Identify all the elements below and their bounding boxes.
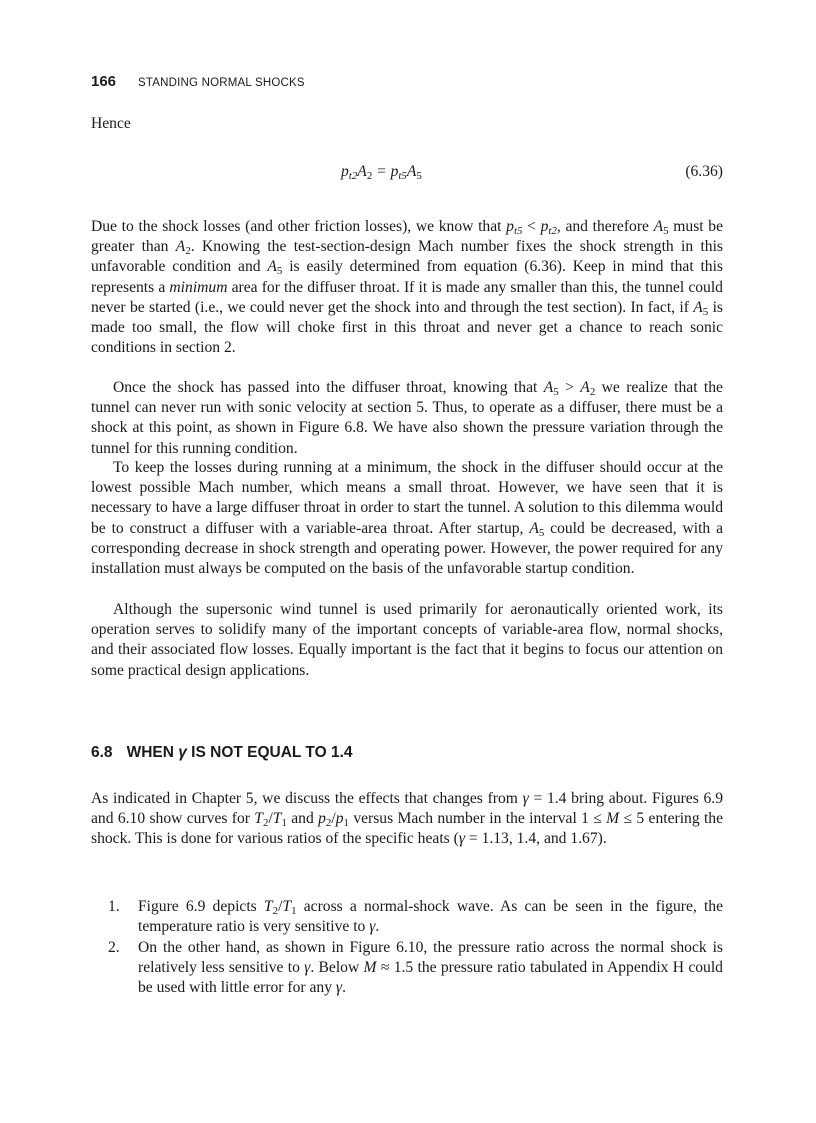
list-text: On the other hand, as shown in Figure 6.10, the pressure ratio across the normal shock is relatively less sensitive to γ. Below M ≈ 1.5 the pressure ratio tabulated in Appendix H could be used with little error for any γ.: [138, 939, 723, 997]
paragraph-1: Due to the shock losses (and other friction losses), we know that $p_{t5} < p_{t2}$, and therefore $A_5$ must be greater than $A_2$. Knowing the test-section-design Mach number fixes the shock strength in this unfavorable condition and $A_5$ is easily determined from equation (6.36). Keep in mind that this represents a minimum area for the diffuser throat. If it is made any smaller than this, the tunnel could never be started (i.e., we could never get the shock into and through the test section). In fact, if $A_5$ is made too small, the flow will choke first in this throat and never get a chance to reach sonic conditions in section 2.: [91, 218, 724, 357]
running-head: [91, 73, 305, 91]
section-number: 6.8: [91, 744, 113, 761]
equation-number: (6.36): [685, 163, 723, 180]
list-item: [108, 897, 723, 937]
hence-line: Hence: [91, 115, 131, 132]
list-number: 1.: [108, 898, 120, 915]
running-title: STANDING NORMAL SHOCKS: [138, 77, 305, 89]
equation-body: $p_{t2}A_2 = p_{t5}A_5$: [341, 163, 422, 182]
list-text: Figure 6.9 depicts $T_2/T_1$ across a normal-shock wave. As can be seen in the figure, the temperature ratio is very sensitive to γ.: [138, 898, 724, 936]
paragraph-4: Although the supersonic wind tunnel is used primarily for aeronautically oriented work, its operation serves to solidify many of the important concepts of variable-area flow, normal shocks, and their associated flow losses. Equally important is the fact that it begins to focus our attention on some practical design applications.: [91, 601, 723, 679]
list-item: [108, 938, 723, 999]
paragraph-5: As indicated in Chapter 5, we discuss the effects that changes from γ = 1.4 bring about. Figures 6.9 and 6.10 show curves for $T_2/T_1$ and $p_2/p_1$ versus Mach number in the interval 1 ≤ M ≤ 5 entering the shock. This is done for various ratios of the specific heats (γ = 1.13, 1.4, and 1.67).: [91, 790, 724, 848]
page-number: 166: [91, 73, 117, 90]
paragraph-2: Once the shock has passed into the diffuser throat, knowing that $A_5 > A_2$ we realize that the tunnel can never run with sonic velocity at section 5. Thus, to operate as a diffuser, there must be a shock at this point, as shown in Figure 6.8. We have also shown the pressure variation through the tunnel for this running condition.: [91, 379, 723, 457]
equation-6-36: [91, 163, 723, 185]
paragraph-3: To keep the losses during running at a minimum, the shock in the diffuser should occur at the lowest possible Mach number, which means a small throat. However, we have seen that it is necessary to have a large diffuser throat in order to start the tunnel. A solution to this dilemma would be to construct a diffuser with a variable-area throat. After startup, $A_5$ could be decreased, with a corresponding decrease in shock strength and operating power. However, the power required for any installation must always be computed on the basis of the unfavorable startup condition.: [91, 459, 723, 578]
list-number: 2.: [108, 939, 120, 956]
section-heading: 6.8 WHEN γ IS NOT EQUAL TO 1.4: [91, 744, 353, 761]
